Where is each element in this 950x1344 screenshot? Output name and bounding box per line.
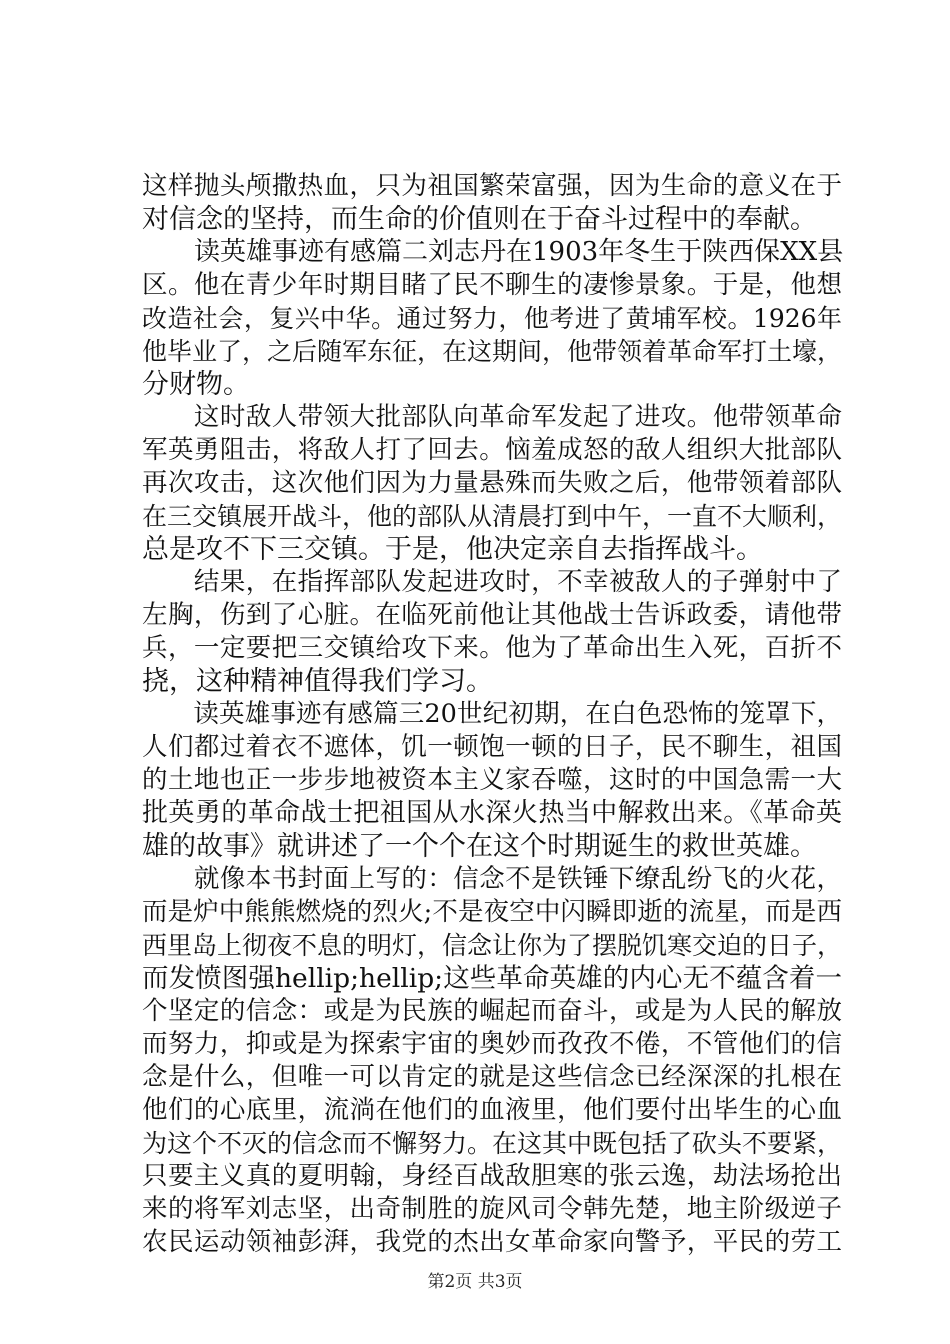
text-line: 念是什么，但唯一可以肯定的就是这些信念已经深深的扎根在 — [142, 1062, 842, 1092]
text-line: 雄的故事》就讲述了一个个在这个时期诞生的救世英雄。 — [142, 831, 817, 862]
text-line: 农民运动领袖彭湃，我党的杰出女革命家向警予，平民的劳工 — [142, 1227, 842, 1257]
text-line: 兵，一定要把三交镇给攻下来。他为了革命出生入死，百折不 — [142, 633, 842, 663]
text-line: 对信念的坚持，而生命的价值则在于奋斗过程中的奉献。 — [142, 204, 817, 235]
text-line: 个坚定的信念：或是为民族的崛起而奋斗，或是为人民的解放 — [142, 996, 842, 1026]
text-line: 区。他在青少年时期目睹了民不聊生的凄惨景象。于是，他想 — [142, 270, 842, 300]
text-line: 这样抛头颅撒热血，只为祖国繁荣富强，因为生命的意义在于 — [142, 171, 842, 201]
text-line: 只要主义真的夏明翰，身经百战敌胆寒的张云逸，劫法场抢出 — [142, 1161, 842, 1191]
text-line: 读英雄事迹有感篇三20世纪初期，在白色恐怖的笼罩下， — [142, 699, 842, 729]
text-line: 分财物。 — [142, 369, 250, 400]
text-line: 读英雄事迹有感篇二刘志丹在1903年冬生于陕西保XX县 — [142, 237, 844, 267]
text-line: 批英勇的革命战士把祖国从水深火热当中解救出来。《革命英 — [142, 798, 842, 828]
text-line: 而是炉中熊熊燃烧的烈火;不是夜空中闪瞬即逝的流星，而是西 — [142, 897, 842, 927]
text-line: 而努力，抑或是为探索宇宙的奥妙而孜孜不倦，不管他们的信 — [142, 1029, 842, 1059]
text-line: 挠，这种精神值得我们学习。 — [142, 666, 493, 697]
text-line: 来的将军刘志坚，出奇制胜的旋风司令韩先楚，地主阶级逆子 — [142, 1194, 842, 1224]
document-body — [142, 170, 842, 1259]
text-line: 再次攻击，这次他们因为力量悬殊而失败之后，他带领着部队 — [142, 468, 842, 498]
text-line: 军英勇阻击，将敌人打了回去。恼羞成怒的敌人组织大批部队 — [142, 435, 842, 465]
text-line: 改造社会，复兴中华。通过努力，他考进了黄埔军校。1926年 — [142, 304, 842, 333]
text-line: 他们的心底里，流淌在他们的血液里，他们要付出毕生的心血 — [142, 1095, 842, 1125]
text-line: 左胸，伤到了心脏。在临死前他让其他战士告诉政委，请他带 — [142, 600, 842, 630]
text-line: 的土地也正一步步地被资本主义家吞噬，这时的中国急需一大 — [142, 765, 842, 795]
text-line: 就像本书封面上写的：信念不是铁锤下缭乱纷飞的火花， — [142, 864, 842, 894]
text-line: 总是攻不下三交镇。于是，他决定亲自去指挥战斗。 — [142, 534, 763, 565]
text-line: 为这个不灭的信念而不懈努力。在这其中既包括了砍头不要紧， — [142, 1129, 843, 1158]
text-line: 他毕业了，之后随军东征，在这期间，他带领着革命军打土壕， — [142, 337, 843, 366]
text-line: 而发愤图强hellip;hellip;这些革命英雄的内心无不蕴含着一 — [142, 963, 842, 994]
text-line: 在三交镇展开战斗，他的部队从清晨打到中午，一直不大顺利， — [142, 502, 843, 531]
page-footer: 第2页 共3页 — [427, 1272, 523, 1292]
text-line: 人们都过着衣不遮体，饥一顿饱一顿的日子，民不聊生，祖国 — [142, 732, 842, 762]
text-line: 这时敌人带领大批部队向革命军发起了进攻。他带领革命 — [142, 402, 842, 432]
text-line: 西里岛上彻夜不息的明灯，信念让你为了摆脱饥寒交迫的日子， — [142, 931, 843, 960]
text-line: 结果，在指挥部队发起进攻时，不幸被敌人的子弹射中了 — [142, 567, 842, 597]
